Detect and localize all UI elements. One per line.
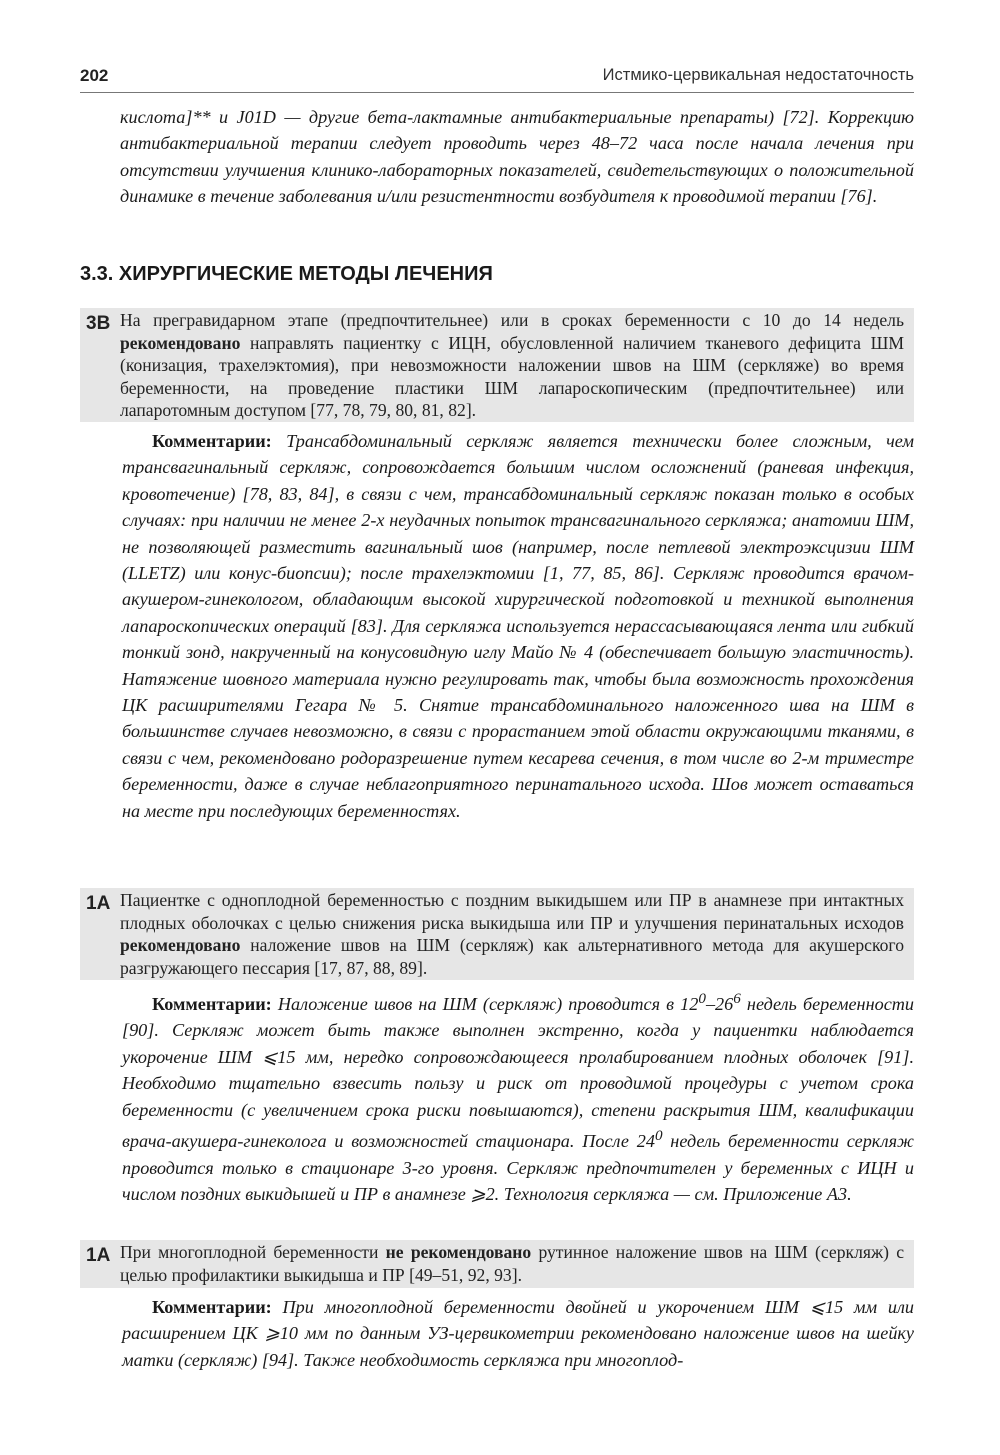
evidence-grade: 3B <box>86 313 111 334</box>
page-number: 202 <box>80 66 109 85</box>
recommendation-text: При многоплодной беременности не рекомендовано рутинное наложение швов на ШМ (серкляж) с целью профилактики выкидыша и ПР [49–51, 92, 93]. <box>120 1242 905 1285</box>
comment-label: Комментарии: <box>152 431 272 451</box>
recommendation-box <box>80 1240 914 1288</box>
page-header <box>80 62 914 96</box>
section-title: 3.3. ХИРУРГИЧЕСКИЕ МЕТОДЫ ЛЕЧЕНИЯ <box>80 263 493 285</box>
recommendation-text: На прегравидарном этапе (предпочтительнее) или в сроках беременности с 10 до 14 недель рекомендовано направлять пациентку с ИЦН, обусловленной наличием тканевого дефицита ШМ (конизация, трахелэктомия), при невозможности наложении швов на ШМ (серкляже) во время беременности, на проведение пластики ШМ лапароскопическим (предпочтительнее) или лапаротомным доступом [77, 78, 79, 80, 81, 82]. <box>120 310 904 421</box>
comment-paragraph: Комментарии: Трансабдоминальный серкляж является технически более сложным, чем трансвагинальный серкляж, сопровождается большим числом осложнений (раневая инфекция, кровотечение) [78, 83, 84], в связи с чем, трансабдоминальный серкляж показан только в особых случаях: при наличии не менее 2-х неудачных попыток трансвагинального серкляжа; анатомии ШМ, не позволяющей разместить вагинальный шов (например, после петлевой электроэксцизии ШМ (LLETZ) или конус-биопсии); после трахелэктомии [1, 77, 85, 86]. Серкляж проводится врачом-акушером-гинекологом, обладающим высокой хирургической подготовкой и техникой выполнения лапароскопических операций [83]. Для серкляжа используется нерассасывающаяся лента или гибкий тонкий зонд, накрученный на конусовидную иглу Майо № 4 (обеспечивает большую эластичность). Натяжение шовного материала нужно регулировать так, чтобы была возможность прохождения ЦК расширителями Гегара № 5. Снятие трансабдоминального наложенного шва на ШМ в большинстве случаев невозможно, в связи с прорастанием этой области окружающими тканями, в связи с чем, рекомендовано родоразрешение путем кесарева сечения, в том числе во 2-м триместре беременности, даже в случае неблагоприятного перинатального исхода. Шов может оставаться на месте при последующих беременностях. <box>122 431 914 821</box>
comment-label: Комментарии: <box>152 994 272 1015</box>
recommendation-text: Пациентке с одноплодной беременностью с поздним выкидышем или ПР в анамнезе при интактных плодных оболочках с целью снижения риска выкидыша или ПР и улучшения перинатальных исходов рекомендовано наложение швов на ШМ (серкляж) как альтернативного метода для акушерского разгружающего пессария [17, 87, 88, 89]. <box>120 890 904 978</box>
comment-paragraph: Комментарии: Наложение швов на ШМ (серкляж) проводится в $12^0-26^6$ недель беременности [90]. Серкляж может быть также выполнен экстренно, когда у пациентки наблюдается укорочение ШМ ⩽15 мм, нередко сопровождающееся пролабированием плодных оболочек [91]. Необходимо тщательно взвесить пользу и риск от проводимой процедуры с учетом срока беременности (с увеличением срока риски повышаются), степени раскрытия ШМ, квалификации врача-акушера-гинеколога и возможностей стационара. После $24^0$ недель беременности серкляж проводится только в стационаре 3-го уровня. Серкляж предпочтителен у беременных с ИЦН и числом поздних выкидышей и ПР в анамнезе ⩾2. Технология серкляжа — см. Приложение А3. <box>122 990 914 1204</box>
header-divider <box>80 92 914 93</box>
recommendation-keyword: рекомендовано <box>120 935 241 956</box>
recommendation-box <box>80 888 914 980</box>
evidence-grade: 1A <box>86 893 111 914</box>
recommendation-box <box>80 308 914 422</box>
evidence-grade: 1A <box>86 1245 111 1266</box>
recommendation-keyword: рекомендовано <box>120 332 241 353</box>
comment-paragraph: Комментарии: При многоплодной беременности двойней и укорочением ШМ ⩽15 мм или расширением ЦК ⩾10 мм по данным УЗ-цервикометрии рекомендовано наложение швов на шейку матки (серкляж) [94]. Также необходимость серкляжа при многоплод- <box>122 1297 914 1370</box>
intro-paragraph: кислота]** и J01D — другие бета-лактамные антибактериальные препараты) [72]. Коррекцию антибактериальной терапии следует проводить через 48–72 часа после начала лечения при отсутствии улучшения клинико-лабораторных показателей, свидетельствующих о положительной динамике в течение заболевания и/или резистентности возбудителя к проводимой терапии [76]. <box>120 107 914 207</box>
comment-label: Комментарии: <box>152 1297 272 1317</box>
recommendation-keyword: не рекомендовано <box>385 1242 532 1262</box>
running-title: Истмико-цервикальная недостаточность <box>602 66 914 84</box>
